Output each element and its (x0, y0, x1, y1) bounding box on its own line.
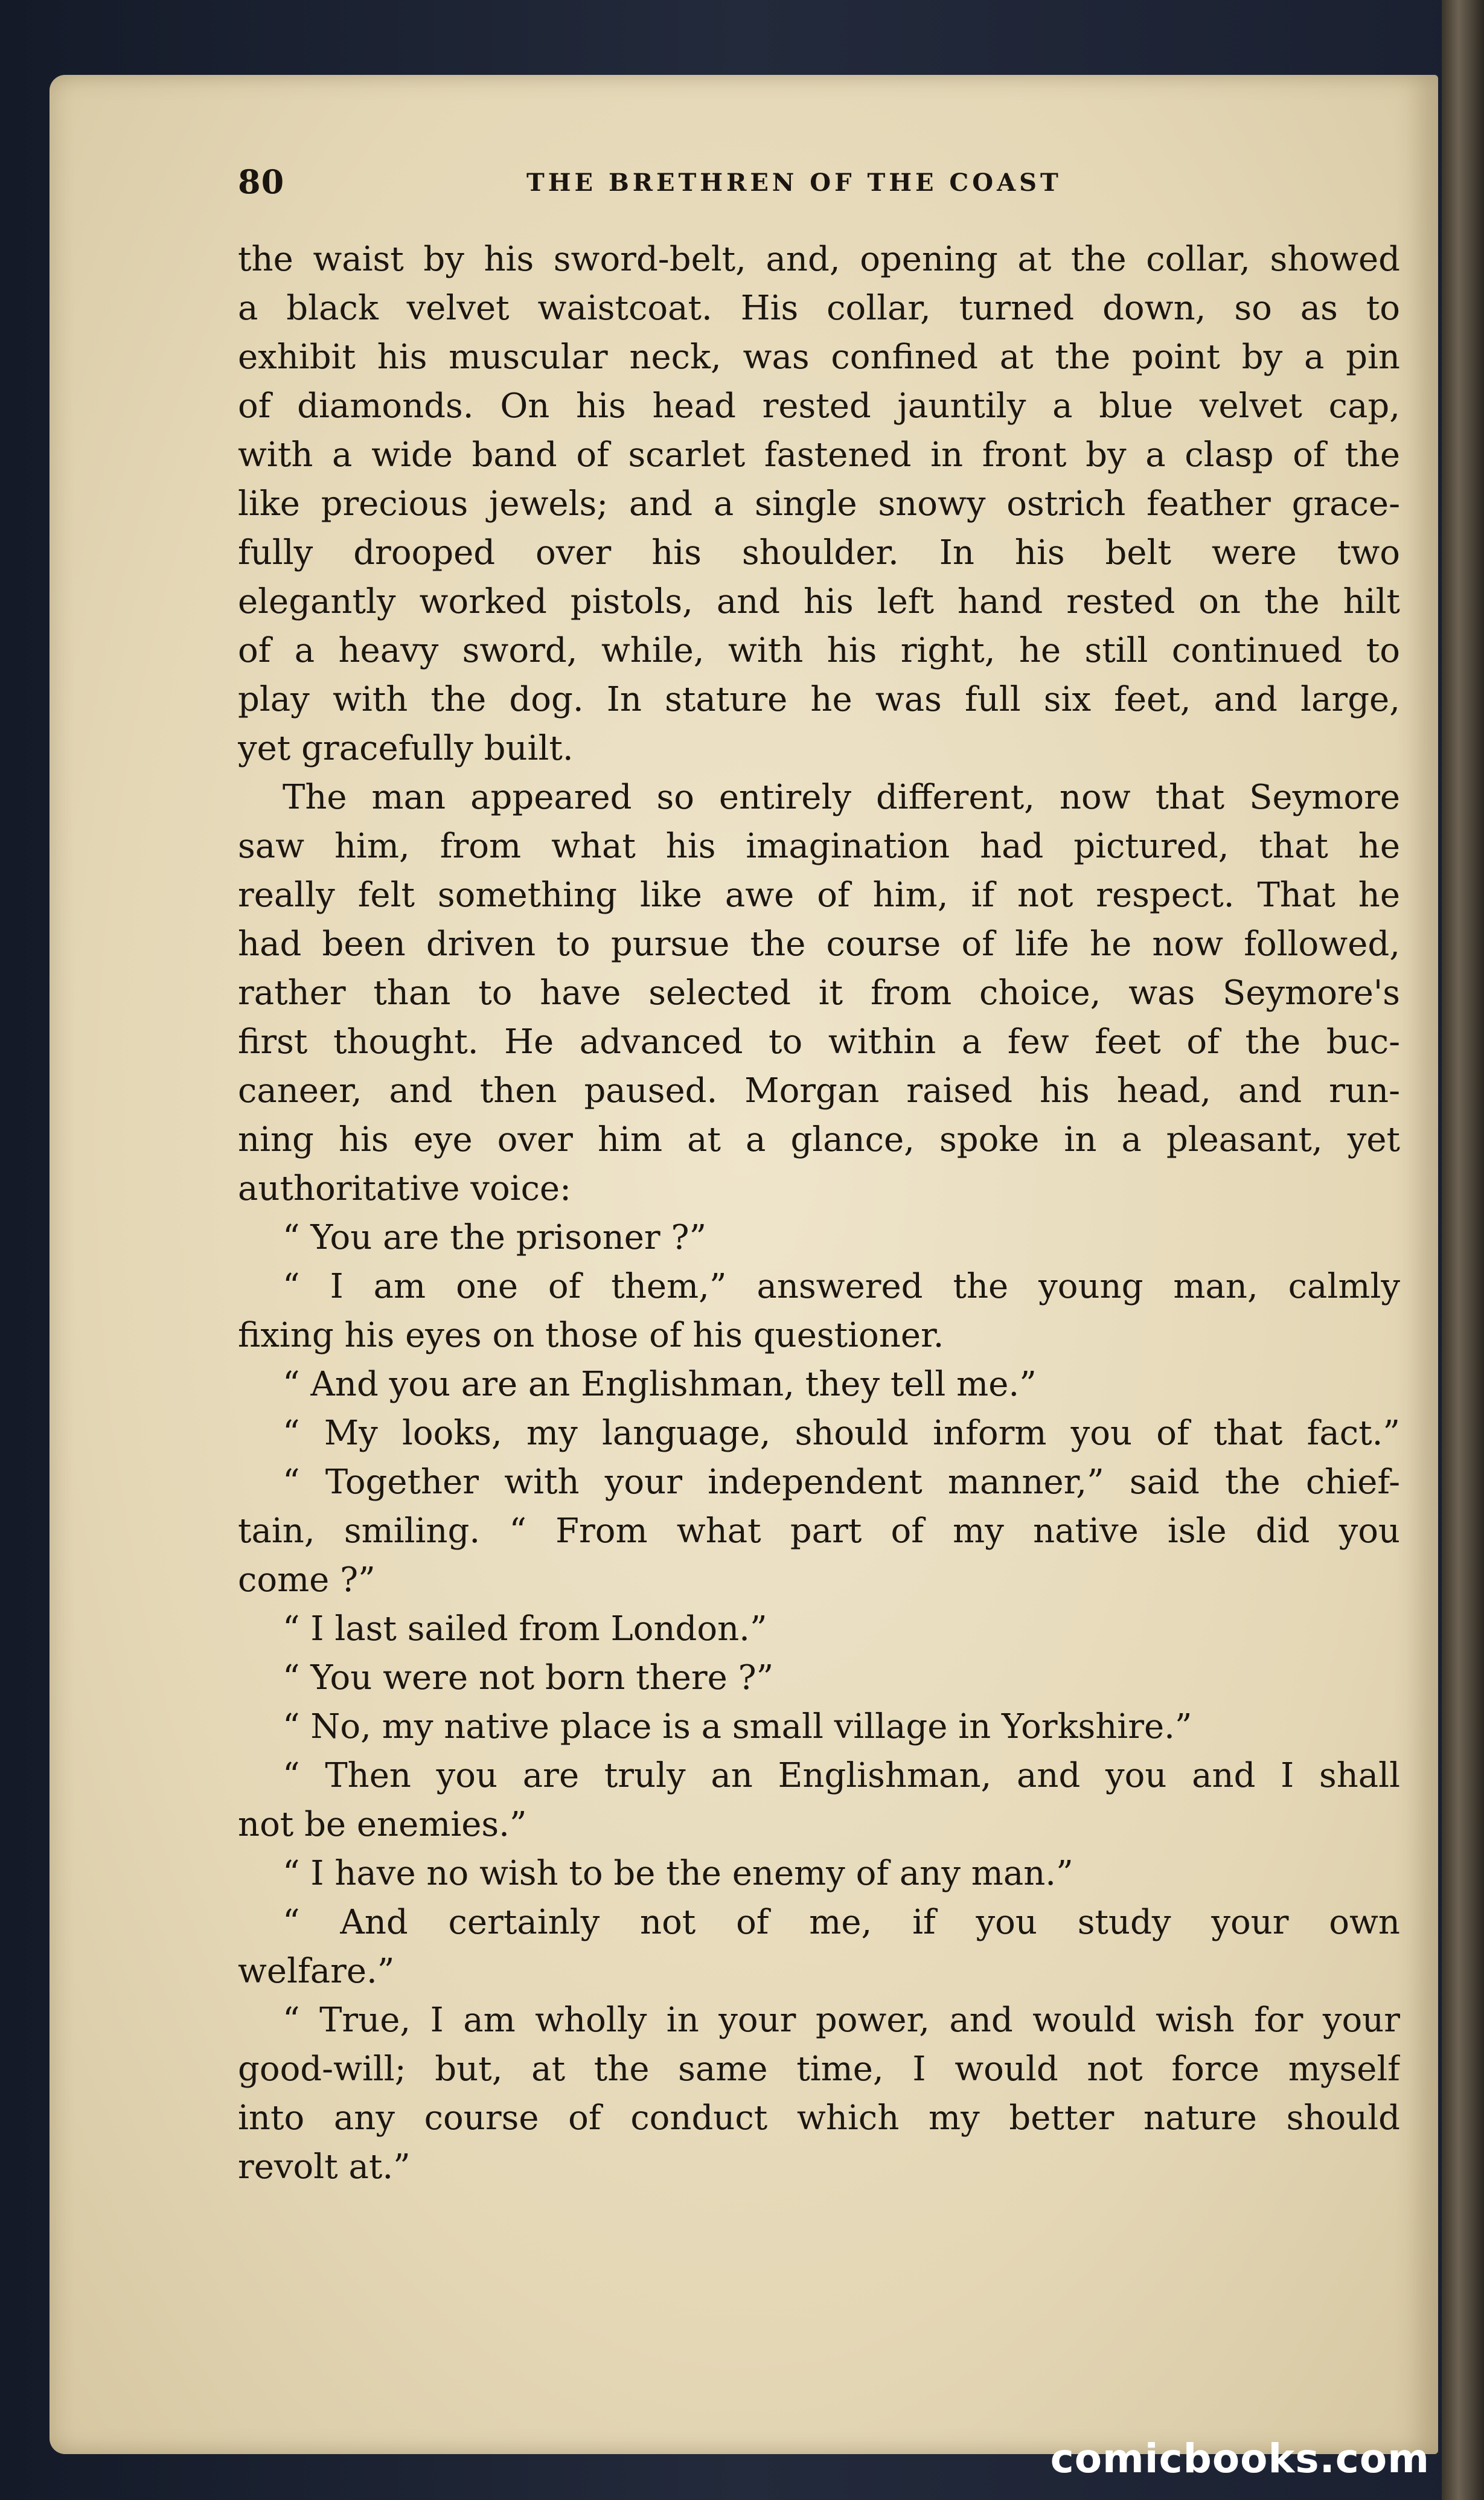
text-line: of a heavy sword, while, with his right, he still continued to (238, 631, 1400, 670)
text-line: “ You are the prisoner ?” (283, 1218, 707, 1257)
text-line: fully drooped over his shoulder. In his belt were two (238, 533, 1400, 572)
text-line: “ I last sailed from London.” (283, 1609, 767, 1649)
text-line: really felt something like awe of him, if not respect. That he (238, 876, 1400, 915)
text-line: like precious jewels; and a single snowy ostrich feather grace- (238, 484, 1400, 524)
text-line: exhibit his muscular neck, was confined at the point by a pin (238, 338, 1400, 377)
text-line: “ No, my native place is a small village in Yorkshire.” (283, 1707, 1192, 1746)
text-line: “ I have no wish to be the enemy of any man.” (283, 1854, 1073, 1893)
text-line: “ And you are an Englishman, they tell me.” (283, 1365, 1037, 1404)
text-line: rather than to have selected it from choice, was Seymore's (238, 973, 1400, 1013)
text-line: saw him, from what his imagination had pictured, that he (238, 827, 1400, 866)
text-line: “ Then you are truly an Englishman, and you and I shall (283, 1756, 1400, 1795)
text-line: fixing his eyes on those of his questioner. (238, 1316, 944, 1355)
text-line: yet gracefully built. (238, 729, 574, 768)
text-line: “ And certainly not of me, if you study your own (283, 1903, 1400, 1942)
text-line: not be enemies.” (238, 1805, 527, 1844)
text-line: come ?” (238, 1560, 376, 1600)
page-number: 80 (238, 162, 285, 201)
text-line: “ True, I am wholly in your power, and would wish for your (283, 2001, 1400, 2040)
page-edge (1442, 0, 1484, 2500)
text-line: good-will; but, at the same time, I would not force myself (238, 2050, 1400, 2089)
running-head-title: THE BRETHREN OF THE COAST (526, 168, 1062, 197)
text-line: “ I am one of them,” answered the young man, calmly (283, 1267, 1400, 1306)
text-line: elegantly worked pistols, and his left hand rested on the hilt (238, 582, 1400, 621)
text-line: “ You were not born there ?” (283, 1658, 774, 1697)
text-line: had been driven to pursue the course of life he now followed, (238, 925, 1400, 964)
text-line: welfare.” (238, 1952, 395, 1991)
text-line: the waist by his sword-belt, and, opening at the collar, showed (238, 240, 1400, 279)
text-line: revolt at.” (238, 2147, 411, 2187)
text-line: first thought. He advanced to within a few feet of the buc- (238, 1022, 1400, 1062)
text-line: with a wide band of scarlet fastened in front by a clasp of the (238, 435, 1400, 475)
text-line: into any course of conduct which my better nature should (238, 2098, 1400, 2138)
site-watermark: comicbooks.com (1050, 2435, 1430, 2482)
text-line: tain, smiling. “ From what part of my native isle did you (238, 1511, 1400, 1551)
text-line: authoritative voice: (238, 1169, 571, 1208)
text-line: “ My looks, my language, should inform you of that fact.” (283, 1414, 1400, 1453)
text-line: The man appeared so entirely different, now that Seymore (283, 778, 1400, 817)
text-line: a black velvet waistcoat. His collar, turned down, so as to (238, 289, 1400, 328)
body-text (238, 235, 1400, 2191)
text-line: caneer, and then paused. Morgan raised his head, and run- (238, 1071, 1400, 1111)
running-head (50, 162, 1438, 217)
book-page (50, 75, 1438, 2454)
text-line: play with the dog. In stature he was full six feet, and large, (238, 680, 1400, 719)
text-line: ning his eye over him at a glance, spoke in a pleasant, yet (238, 1120, 1400, 1159)
text-line: of diamonds. On his head rested jauntily a blue velvet cap, (238, 386, 1400, 426)
text-line: “ Together with your independent manner,” said the chief- (283, 1463, 1400, 1502)
